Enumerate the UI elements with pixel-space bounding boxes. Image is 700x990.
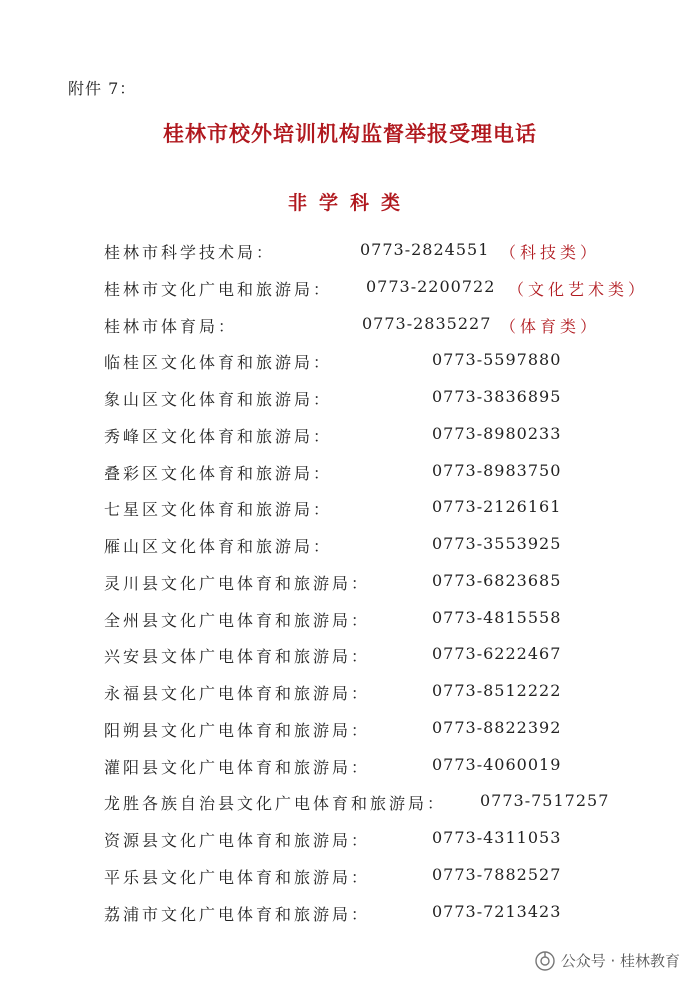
contact-row: [0, 387, 700, 413]
agency-name: 临桂区文化体育和旅游局：: [104, 353, 333, 373]
agency-name: 秀峰区文化体育和旅游局：: [104, 426, 333, 446]
agency-name: 桂林市科学技术局：: [104, 243, 276, 262]
agency-name: 龙胜各族自治县文化广电体育和旅游局：: [104, 794, 447, 814]
agency-name: 阳朔县文化广电体育和旅游局：: [104, 720, 371, 740]
contact-row: [0, 571, 700, 597]
contact-row: [0, 865, 700, 891]
contact-row: [0, 718, 700, 744]
phone-number: 0773-4060019: [432, 754, 562, 774]
agency-name: 叠彩区文化体育和旅游局：: [104, 463, 333, 483]
phone-number: 0773-3553925: [432, 534, 562, 553]
agency-name: 资源县文化广电体育和旅游局：: [104, 831, 371, 850]
phone-number: 0773-8512222: [432, 681, 562, 700]
contact-row: [0, 534, 700, 560]
agency-name: 全州县文化广电体育和旅游局：: [104, 610, 371, 630]
phone-number: 0773-6222467: [432, 644, 562, 664]
contact-row: [0, 497, 700, 523]
contact-row: [0, 240, 700, 266]
contact-row: [0, 608, 700, 634]
watermark: [535, 950, 680, 971]
document-title: 桂林市校外培训机构监督举报受理电话: [163, 122, 537, 146]
attachment-label: 附件 7：: [68, 79, 137, 98]
phone-number: 0773-2824551: [360, 240, 490, 259]
contact-row: [0, 902, 700, 928]
category-label: （文化艺术类）: [508, 279, 649, 299]
phone-number: 0773-7517257: [480, 791, 610, 811]
category-label: （体育类）: [500, 316, 601, 336]
phone-number: 0773-2835227: [362, 313, 492, 333]
agency-name: 灵川县文化广电体育和旅游局：: [104, 573, 371, 593]
contact-row: [0, 424, 700, 450]
phone-number: 0773-5597880: [432, 350, 562, 370]
phone-number: 0773-2200722: [366, 276, 496, 296]
phone-number: 0773-3836895: [432, 387, 562, 406]
agency-name: 灌阳县文化广电体育和旅游局：: [104, 757, 371, 777]
agency-name: 荔浦市文化广电体育和旅游局：: [104, 904, 371, 924]
agency-name: 平乐县文化广电体育和旅游局：: [104, 867, 371, 887]
contact-row: [0, 350, 700, 376]
phone-number: 0773-7213423: [432, 901, 562, 921]
agency-name: 桂林市体育局：: [104, 316, 238, 336]
phone-number: 0773-8983750: [432, 460, 562, 480]
phone-number: 0773-4311053: [432, 828, 562, 847]
phone-number: 0773-8822392: [432, 717, 562, 737]
phone-number: 0773-6823685: [432, 570, 562, 590]
contact-row: [0, 828, 700, 854]
agency-name: 兴安县文体广电体育和旅游局：: [104, 647, 371, 667]
watermark-text: 公众号 · 桂林教育: [560, 952, 680, 970]
section-subtitle: 非学科类: [287, 192, 412, 214]
wechat-official-account-icon: [535, 951, 555, 971]
agency-name: 象山区文化体育和旅游局：: [104, 390, 333, 409]
category-label: （科技类）: [500, 243, 601, 262]
agency-name: 永福县文化广电体育和旅游局：: [104, 684, 371, 703]
contact-row: [0, 314, 700, 340]
contact-row: [0, 277, 700, 303]
phone-number: 0773-7882527: [432, 864, 562, 884]
phone-number: 0773-4815558: [432, 607, 562, 627]
agency-name: 七星区文化体育和旅游局：: [104, 500, 333, 520]
contact-row: [0, 644, 700, 670]
contact-row: [0, 755, 700, 781]
contact-row: [0, 791, 700, 817]
agency-name: 桂林市文化广电和旅游局：: [104, 279, 333, 299]
phone-number: 0773-8980233: [432, 423, 562, 443]
agency-name: 雁山区文化体育和旅游局：: [104, 537, 333, 556]
contact-row: [0, 461, 700, 487]
phone-number: 0773-2126161: [432, 497, 562, 517]
contact-row: [0, 681, 700, 707]
